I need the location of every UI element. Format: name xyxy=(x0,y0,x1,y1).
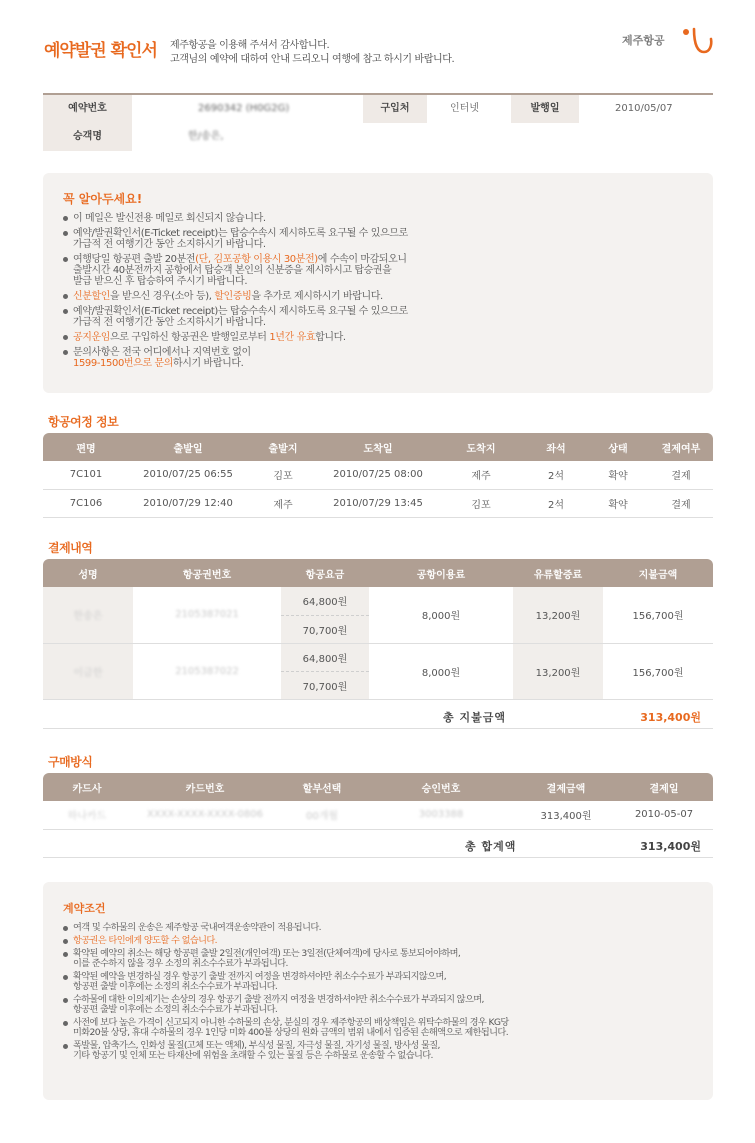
payment-table xyxy=(43,559,713,700)
destination: 김포 xyxy=(437,489,525,517)
flight-number: 7C106 xyxy=(43,489,129,517)
origin: 김포 xyxy=(247,461,319,489)
table-row xyxy=(43,461,713,489)
status: 확약 xyxy=(587,489,649,517)
arrival-date: 2010/07/29 13:45 xyxy=(319,489,437,517)
purchase-title: 구매방식 xyxy=(48,755,93,769)
col-departure-date: 출발일 xyxy=(129,433,247,461)
col-airport-fee: 공항이용료 xyxy=(369,559,513,587)
payment-header-row xyxy=(43,559,713,587)
payment-amount: 313,400원 xyxy=(517,801,615,829)
issue-date-label: 발행일 xyxy=(511,95,579,123)
table-row xyxy=(43,643,713,671)
itinerary-title: 항공여정 정보 xyxy=(48,415,119,429)
seats: 2석 xyxy=(525,489,587,517)
notice-item: 이 메일은 발신전용 메일로 회신되지 않습니다. xyxy=(63,213,408,224)
amount-paid: 156,700원 xyxy=(603,643,713,699)
passenger-name: 이금한 xyxy=(43,643,133,699)
terms-item: 수하물에 대한 이의제기는 손상의 경우 항공기 출발 전까지 여정을 변경하셔야만 취소수수료가 부과되지 않으며, 항공편 출발 이후에는 소정의 취소수수료가 부과됩니다. xyxy=(63,995,509,1015)
reservation-number: 2690342 (H0G2G) xyxy=(198,103,290,114)
notice-title: 꼭 알아두세요! xyxy=(63,192,143,206)
col-payment-amount: 결제금액 xyxy=(517,773,615,801)
table-row xyxy=(43,489,713,517)
payment-title: 결제내역 xyxy=(48,541,93,555)
col-origin: 출발지 xyxy=(247,433,319,461)
purchase-place-value: 인터넷 xyxy=(450,103,479,114)
notice-item: 문의사항은 전국 어디에서나 지역번호 없이 1599-1500번으로 문의하시기 바랍니다. xyxy=(63,347,408,369)
notice-item: 신분할인을 받으신 경우(소아 등), 할인증빙을 추가로 제시하시기 바랍니다. xyxy=(63,291,408,302)
status: 확약 xyxy=(587,461,649,489)
issue-date-value: 2010/05/07 xyxy=(615,103,673,114)
fare-outbound: 64,800원 xyxy=(281,643,369,671)
table-row xyxy=(43,801,713,829)
col-paid: 결제여부 xyxy=(649,433,713,461)
notice-item: 예약/발권확인서(E-Ticket receipt)는 탑승수속시 제시하도록 요구될 수 있으므로 가급적 전 여행기간 동안 소지하시기 바랍니다. xyxy=(63,228,408,250)
notice-panel xyxy=(43,173,713,393)
table-row xyxy=(43,587,713,615)
arrival-date: 2010/07/25 08:00 xyxy=(319,461,437,489)
ticket-number: 2105387022 xyxy=(133,643,281,699)
col-arrival-date: 도착일 xyxy=(319,433,437,461)
booking-info-row xyxy=(43,95,713,123)
logo-mark-icon xyxy=(680,25,714,55)
notice-item: 예약/발권확인서(E-Ticket receipt)는 탑승수속시 제시하도록 요구될 수 있으므로 가급적 전 여행기간 동안 소지하시기 바랍니다. xyxy=(63,306,408,328)
col-flight: 편명 xyxy=(43,433,129,461)
itinerary-table xyxy=(43,433,713,518)
col-installment: 할부선택 xyxy=(279,773,365,801)
col-fuel-surcharge: 유류할증료 xyxy=(513,559,603,587)
page-header xyxy=(0,0,755,90)
col-amount-paid: 지불금액 xyxy=(603,559,713,587)
subtitle-line-1: 제주항공을 이용해 주셔서 감사합니다. xyxy=(170,40,330,51)
terms-item: 사전에 보다 높은 가격이 신고되지 아니한 수하물의 손상, 분실의 경우 제주항공의 배상책임은 위탁수하물의 경우 KG당 미화20불 상당, 휴대 수하물의 경우 1인당 미화 400불 상당의 원화 금액의 범위 내에서 입증된 손해액으로 제한됩니다. xyxy=(63,1018,509,1038)
terms-title: 계약조건 xyxy=(63,902,106,915)
logo-text: 제주항공 xyxy=(622,34,665,47)
fare-return: 70,700원 xyxy=(281,615,369,643)
flight-number: 7C101 xyxy=(43,461,129,489)
booking-info xyxy=(43,93,713,151)
origin: 제주 xyxy=(247,489,319,517)
seats: 2석 xyxy=(525,461,587,489)
col-destination: 도착지 xyxy=(437,433,525,461)
paid: 결제 xyxy=(649,489,713,517)
payment-total-value: 313,400원 xyxy=(640,711,701,724)
notice-list xyxy=(63,213,408,373)
card-company: 하나카드 xyxy=(43,801,131,829)
itinerary-header-row xyxy=(43,433,713,461)
terms-panel xyxy=(43,882,713,1100)
col-status: 상태 xyxy=(587,433,649,461)
airport-fee: 8,000원 xyxy=(369,643,513,699)
paid: 결제 xyxy=(649,461,713,489)
col-card-company: 카드사 xyxy=(43,773,131,801)
terms-item: 확약된 예약을 변경하실 경우 항공기 출발 전까지 여정을 변경하셔야만 취소수수료가 부과되지않으며, 항공편 출발 이후에는 소정의 취소수수료가 부과됩니다. xyxy=(63,972,509,992)
col-ticket-number: 항공권번호 xyxy=(133,559,281,587)
subtitle-line-2: 고객님의 예약에 대하여 안내 드리오니 여행에 참고 하시기 바랍니다. xyxy=(170,54,455,65)
destination: 제주 xyxy=(437,461,525,489)
terms-item: 여객 및 수하물의 운송은 제주항공 국내여객운송약관이 적용됩니다. xyxy=(63,923,509,933)
departure-date: 2010/07/29 12:40 xyxy=(129,489,247,517)
page-title: 예약발권 확인서 xyxy=(44,41,157,61)
passenger-label: 승객명 xyxy=(43,123,132,151)
page-subtitle xyxy=(170,39,454,67)
notice-item: 공지운임으로 구입하신 항공권은 발행일로부터 1년간 유효합니다. xyxy=(63,332,408,343)
terms-item: 항공권은 타인에게 양도할 수 없습니다. xyxy=(63,936,509,946)
purchase-total-value: 313,400원 xyxy=(640,840,701,853)
passenger-names: 한/송은, xyxy=(188,131,224,142)
installment: 00개월 xyxy=(279,801,365,829)
purchase-table xyxy=(43,773,713,830)
card-number: XXXX-XXXX-XXXX-0806 xyxy=(131,801,279,829)
notice-item: 여행당일 항공편 출발 20분전(단, 김포공항 이용시 30분전)에 수속이 마감되오니 출발시간 40분전까지 공항에서 탑승객 본인의 신분증을 제시하시고 탑승권을 발급 받으신 후 탑승하여 주시기 바랍니다. xyxy=(63,254,408,287)
fuel-surcharge: 13,200원 xyxy=(513,587,603,643)
airport-fee: 8,000원 xyxy=(369,587,513,643)
amount-paid: 156,700원 xyxy=(603,587,713,643)
col-seats: 좌석 xyxy=(525,433,587,461)
purchase-total-label: 총 합계액 xyxy=(465,840,517,853)
col-name: 성명 xyxy=(43,559,133,587)
passenger-name: 한송은 xyxy=(43,587,133,643)
terms-list xyxy=(63,923,509,1064)
terms-item: 폭발물, 압축가스, 인화성 물질(고체 또는 액체), 부식성 물질, 자극성 물질, 자기성 물질, 방사성 물질, 기타 항공기 및 인체 또는 타재산에 위험을 초래할 수 있는 물질 등은 수하물로 운송할 수 없습니다. xyxy=(63,1041,509,1061)
col-fare: 항공요금 xyxy=(281,559,369,587)
payment-date: 2010-05-07 xyxy=(615,801,713,829)
approval-number: 3003388 xyxy=(365,801,517,829)
payment-total-row xyxy=(43,701,713,729)
col-card-number: 카드번호 xyxy=(131,773,279,801)
reservation-label: 예약번호 xyxy=(43,95,132,123)
fare-return: 70,700원 xyxy=(281,671,369,699)
purchase-header-row xyxy=(43,773,713,801)
purchase-total-row xyxy=(43,830,713,858)
ticket-number: 2105387021 xyxy=(133,587,281,643)
fuel-surcharge: 13,200원 xyxy=(513,643,603,699)
fare-outbound: 64,800원 xyxy=(281,587,369,615)
col-payment-date: 결제일 xyxy=(615,773,713,801)
departure-date: 2010/07/25 06:55 xyxy=(129,461,247,489)
payment-total-label: 총 지불금액 xyxy=(443,711,506,724)
col-approval-number: 승인번호 xyxy=(365,773,517,801)
purchase-place-label: 구입처 xyxy=(363,95,427,123)
booking-info-row xyxy=(43,123,713,151)
terms-item: 확약된 예약의 취소는 해당 항공편 출발 2일전(개인여객) 또는 3일전(단체여객)에 당사로 통보되어야하며, 이를 준수하지 않을 경우 소정의 취소수수료가 부과됩니다. xyxy=(63,949,509,969)
